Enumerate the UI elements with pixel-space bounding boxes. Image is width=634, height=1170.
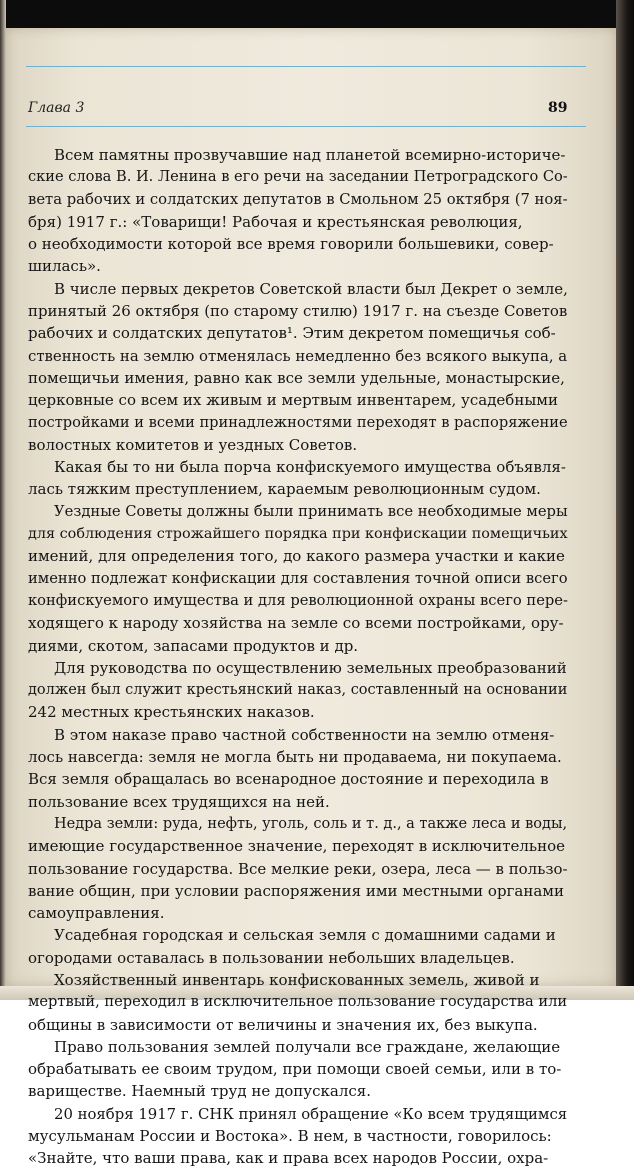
running-head-chapter: Глава 3 [28, 100, 85, 116]
text-line: Недра земли: руда, нефть, уголь, соль и т. д., а также леса и воды, [54, 815, 568, 832]
header-rule-bottom [26, 126, 586, 127]
text-line: должен был служит крестьянский наказ, составленный на основании [28, 682, 568, 699]
text-line: шилась». [28, 257, 101, 276]
text-line: помещичьи имения, равно как все земли удельные, монастырские, [28, 368, 565, 387]
text-line: для соблюдения строжайшего порядка при конфискации помещичьих [28, 526, 568, 543]
text-line: Всем памятны прозвучавшие над планетой всемирно-историче- [54, 146, 566, 164]
text-line: рабочих и солдатских депутатов¹. Этим декретом помещичья соб- [28, 324, 556, 343]
scan-border-top [0, 0, 634, 28]
text-line: диями, скотом, запасами продуктов и др. [28, 636, 359, 655]
text-line: ские слова В. И. Ленина в его речи на заседании Петроградского Со- [28, 168, 568, 186]
text-line: именно подлежат конфискации для составления точной описи всего [28, 569, 568, 587]
text-line: Какая бы то ни была порча конфискуемого имущества объявля- [54, 458, 566, 477]
text-line: лась тяжким преступлением, караемым революционным судом. [28, 480, 541, 499]
scan-border-right [616, 0, 634, 1000]
text-line: имений, для определения того, до какого размера участки и какие [28, 547, 565, 566]
text-line: вариществе. Наемный труд не допускался. [28, 1082, 371, 1101]
text-line: Право пользования землей получали все граждане, желающие [54, 1037, 561, 1056]
text-line: постройками и всеми принадлежностями переходят в распоряжение [28, 413, 568, 431]
text-line: лось навсегда: земля не могла быть ни продаваема, ни покупаема. [28, 748, 562, 767]
text-line: имеющие государственное значение, переходят в исключительное [28, 837, 565, 856]
text-line: ственность на землю отменялась немедленно без всякого выкупа, а [28, 346, 568, 365]
text-line: пользование всех трудящихся на ней. [28, 792, 330, 811]
header-rule-top [26, 66, 586, 67]
text-line: Хозяйственный инвентарь конфискованных земель, живой и [54, 970, 540, 989]
page-number: 89 [548, 100, 568, 116]
text-line: 20 ноября 1917 г. СНК принял обращение «Ко всем трудящимся [54, 1104, 568, 1123]
text-line: Вся земля обращалась во всенародное достояние и переходила в [28, 770, 549, 789]
text-line: мертвый, переходил в исключительное пользование государства или [28, 993, 568, 1011]
text-line: конфискуемого имущества и для революционной охраны всего пере- [28, 591, 568, 609]
text-line: обрабатывать ее своим трудом, при помощи своей семьи, или в то- [28, 1060, 562, 1079]
text-line: вета рабочих и солдатских депутатов в Смольном 25 октября (7 ноя- [28, 190, 568, 208]
text-line: бря) 1917 г.: «Товарищи! Рабочая и крестьянская революция, [28, 212, 523, 231]
text-line: Для руководства по осуществлению земельных преобразований [54, 658, 567, 677]
text-line: общины в зависимости от величины и значения их, без выкупа. [28, 1015, 538, 1034]
text-line: церковные со всем их живым и мертвым инвентарем, усадебными [28, 391, 558, 410]
body-text [28, 144, 568, 1170]
text-line: самоуправления. [28, 904, 165, 923]
text-line: мусульманам России и Востока». В нем, в частности, говорилось: [28, 1127, 552, 1146]
text-line: В этом наказе право частной собственности на землю отменя- [54, 725, 555, 744]
text-line: Уездные Советы должны были принимать все необходимые меры [54, 502, 568, 520]
text-line: пользование государства. Все мелкие реки, озера, леса — в пользо- [28, 859, 568, 878]
text-line: волостных комитетов и уездных Советов. [28, 435, 358, 454]
text-line: В числе первых декретов Советской власти был Декрет о земле, [54, 279, 568, 298]
text-line: 242 местных крестьянских наказов. [28, 703, 315, 722]
text-line: вание общин, при условии распоряжения ими местными органами [28, 881, 564, 900]
text-line: о необходимости которой все время говорили большевики, совер- [28, 235, 554, 254]
text-line: ходящего к народу хозяйства на земле со всеми постройками, ору- [28, 614, 564, 633]
text-line: принятый 26 октября (по старому стилю) 1917 г. на съезде Советов [28, 302, 568, 321]
text-line: Усадебная городская и сельская земля с домашними садами и [54, 926, 556, 945]
text-line: «Знайте, что ваши права, как и права всех народов России, охра- [28, 1149, 549, 1168]
text-line: огородами оставалась в пользовании небольших владельцев. [28, 948, 515, 967]
